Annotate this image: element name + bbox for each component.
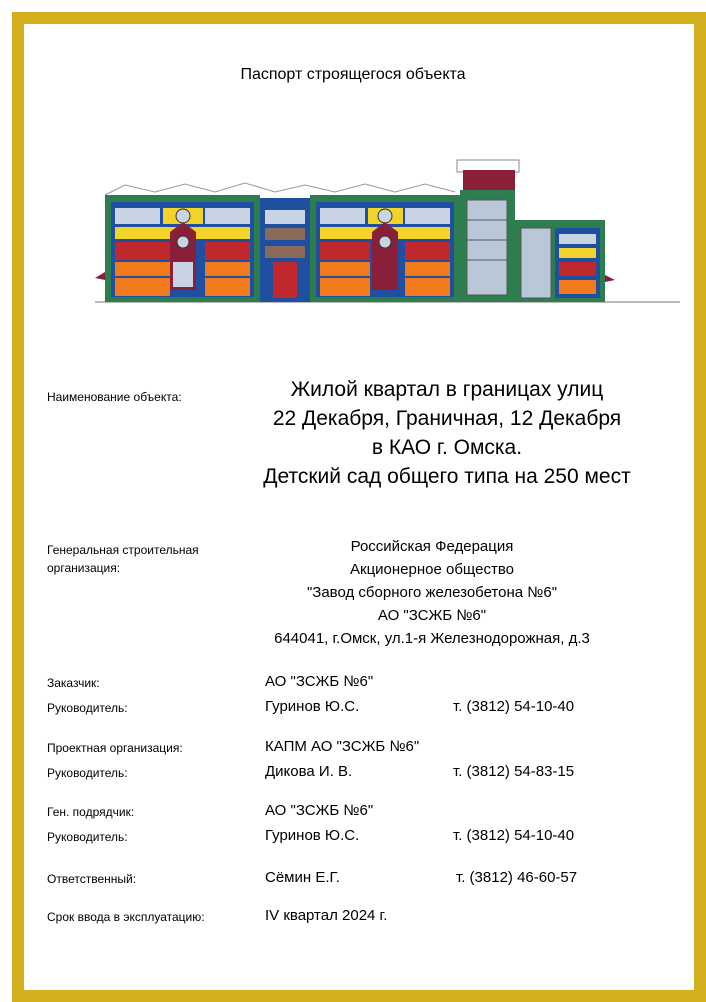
row-label: Руководитель: (47, 766, 128, 780)
object-name-line: в КАО г. Омска. (371, 436, 523, 459)
general-org-line: 644041, г.Омск, ул.1-я Железнодорожная, д.3 (274, 630, 590, 647)
row-label: Ответственный: (47, 872, 137, 886)
row-phone: т. (3812) 46-60-57 (456, 869, 578, 886)
row-label: Руководитель: (47, 830, 128, 844)
row-responsible (0, 869, 706, 891)
row-phone: т. (3812) 54-10-40 (453, 698, 575, 715)
general-org-details (262, 535, 602, 650)
general-org-label-line: организация: (47, 561, 121, 575)
row-phone: т. (3812) 54-83-15 (453, 763, 575, 780)
row-label: Ген. подрядчик: (47, 805, 135, 819)
row-customer-head (0, 698, 706, 720)
row-contractor-head (0, 827, 706, 849)
row-customer (0, 673, 706, 695)
row-design-org (0, 738, 706, 760)
document-title: Паспорт строящегося объекта (240, 66, 466, 83)
row-commissioning (0, 907, 706, 929)
object-name-line: Жилой квартал в границах улиц (290, 378, 604, 401)
building-facade-illustration (95, 150, 680, 310)
row-phone: т. (3812) 54-10-40 (453, 827, 575, 844)
general-org-label (47, 541, 247, 577)
row-value: Гуринов Ю.С. (265, 698, 360, 715)
row-design-head (0, 763, 706, 785)
object-name-line: Детский сад общего типа на 250 мест (263, 465, 631, 488)
row-contractor (0, 802, 706, 824)
object-name-label: Наименование объекта: (47, 390, 182, 404)
row-value: АО "ЗСЖБ №6" (265, 802, 374, 819)
row-label: Срок ввода в эксплуатацию: (47, 910, 205, 924)
row-value: КАПМ АО "ЗСЖБ №6" (265, 738, 420, 755)
row-value: Сёмин Е.Г. (265, 869, 340, 886)
general-org-line: Российская Федерация (350, 538, 514, 555)
row-value: Гуринов Ю.С. (265, 827, 360, 844)
row-label: Заказчик: (47, 676, 100, 690)
row-value: АО "ЗСЖБ №6" (265, 673, 374, 690)
general-org-line: АО "ЗСЖБ №6" (377, 607, 487, 624)
row-label: Проектная организация: (47, 741, 183, 755)
row-value: IV квартал 2024 г. (265, 907, 388, 924)
object-name (232, 375, 662, 491)
row-value: Дикова И. В. (265, 763, 353, 780)
object-name-line: 22 Декабря, Граничная, 12 Декабря (272, 407, 622, 430)
general-org-line: "Завод сборного железобетона №6" (306, 584, 558, 601)
general-org-label-line: Генеральная строительная (47, 543, 199, 557)
row-label: Руководитель: (47, 701, 128, 715)
general-org-line: Акционерное общество (350, 561, 514, 578)
